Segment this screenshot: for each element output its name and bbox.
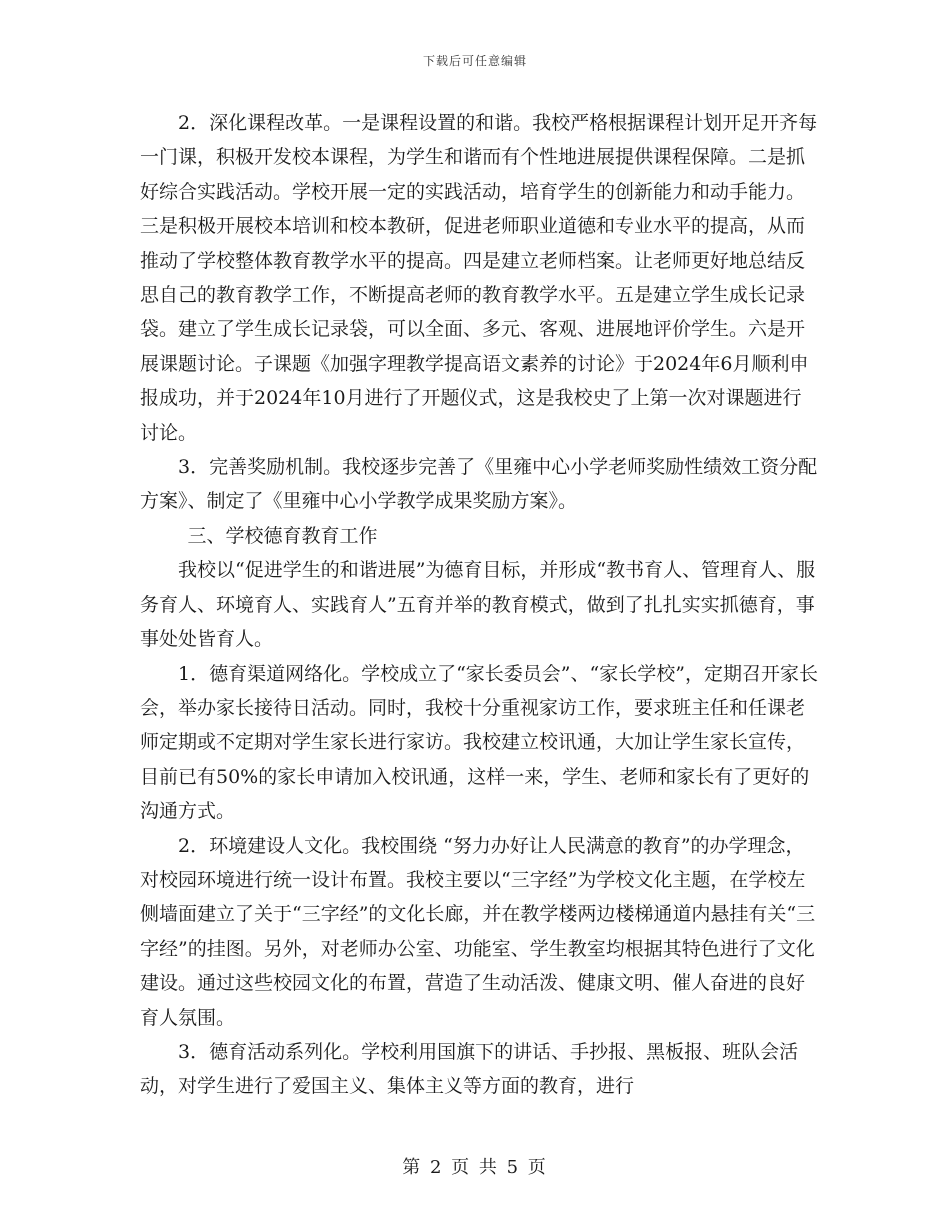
paragraph-moral-goal: 我校以“促进学生的和谐进展”为德育目标，并形成“教书育人、管理育人、服务育人、环境育人、实践育人”五育并举的教育模式，做到了扎扎实实抓德育，事事处处皆育人。 [140,559,816,651]
paragraph-reward-mechanism: 3．完善奖励机制。我校逐步完善了《里雍中心小学老师奖励性绩效工资分配方案》、制定了《里雍中心小学教学成果奖励方案》。 [140,456,818,513]
section-heading-moral-education: 三、学校德育教育工作 [187,524,378,547]
paragraph-environment-culture: 2．环境建设人文化。我校围绕 “努力办好让人民满意的教育”的办学理念，对校园环境进行统一设计布置。我校主要以“三字经”为学校文化主题，在学校左侧墙面建立了关于“三字经”的文化长廊，并在教学楼两边楼梯通道内悬挂有关“三字经”的挂图。另外，对老师办公室、功能室、学生教室均根据其特色进行了文化建设。通过这些校园文化的布置，营造了生动活泼、健康文明、催人奋进的良好育人氛围。 [140,834,816,1029]
paragraph-moral-activities: 3．德育活动系列化。学校利用国旗下的讲话、手抄报、黑板报、班队会活动，对学生进行了爱国主义、集体主义等方面的教育，进行 [140,1040,799,1098]
paragraph-moral-channels: 1．德育渠道网络化。学校成立了“家长委员会”、“家长学校”，定期召开家长会，举办家长接待日活动。同时，我校十分重视家访工作，要求班主任和任课老师定期或不定期对学生家长进行家访。我校建立校讯通，大加让学生家长宣传，目前已有50%的家长申请加入校讯通，这样一来，学生、老师和家长有了更好的沟通方式。 [140,662,818,823]
document-body [140,106,820,1104]
paragraph-curriculum-reform: 2．深化课程改革。一是课程设置的和谐。我校严格根据课程计划开足开齐每一门课，积极开发校本课程，为学生和谐而有个性地进展提供课程保障。二是抓好综合实践活动。学校开展一定的实践活动，培育学生的创新能力和动手能力。三是积极开展校本培训和校本教研，促进老师职业道德和专业水平的提高，从而推动了学校整体教育教学水平的提高。四是建立老师档案。让老师更好地总结反思自己的教育教学工作，不断提高老师的教育教学水平。五是建立学生成长记录袋。建立了学生成长记录袋，可以全面、多元、客观、进展地评价学生。六是开展课题讨论。子课题《加强字理教学提高语文素养的讨论》于2024年6月顺利申报成功，并于2024年10月进行了开题仪式，这是我校史了上第一次对课题进行讨论。 [140,112,818,444]
page-header: 下载后可任意编辑 [422,54,527,68]
page-footer: 第 2 页 共 5 页 [402,1157,548,1178]
